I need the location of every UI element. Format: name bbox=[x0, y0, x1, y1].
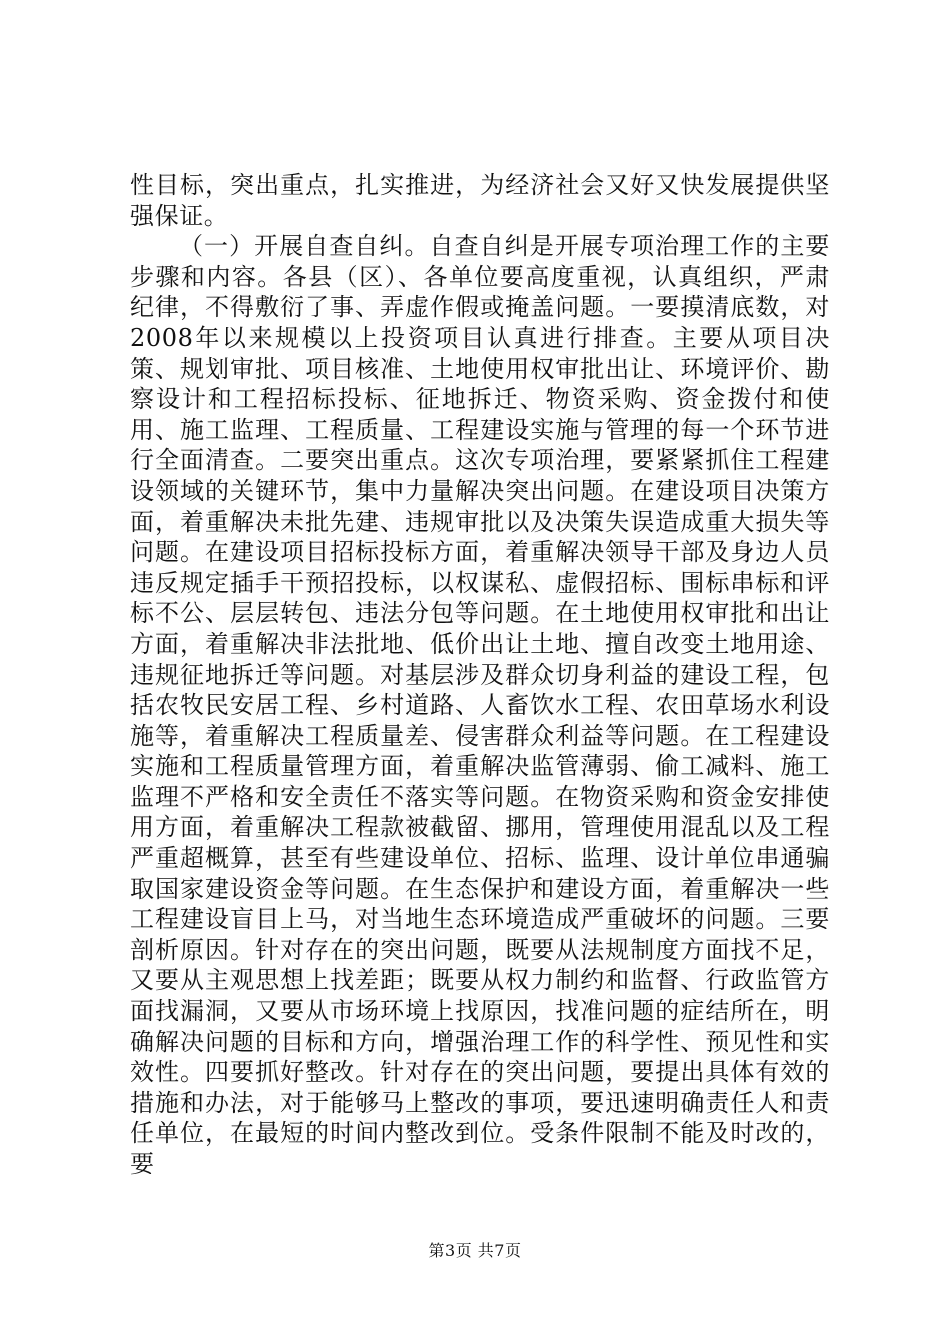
page-number-footer: 第3页 共7页 bbox=[428, 1241, 522, 1260]
paragraph-self-inspection: （一）开展自查自纠。自查自纠是开展专项治理工作的主要步骤和内容。各县（区）、各单位要高度重视，认真组织，严肃纪律，不得敷衍了事、弄虚作假或掩盖问题。一要摸清底数，对2008年以来规模以上投资项目认真进行排查。主要从项目决策、规划审批、项目核准、土地使用权审批出让、环境评价、勘察设计和工程招标投标、征地拆迁、物资采购、资金拨付和使用、施工监理、工程质量、工程建设实施与管理的每一个环节进行全面清查。二要突出重点。这次专项治理，要紧紧抓住工程建设领域的关键环节，集中力量解决突出问题。在建设项目决策方面，着重解决未批先建、违规审批以及决策失误造成重大损失等问题。在建设项目招标投标方面，着重解决领导干部及身边人员违反规定插手干预招投标，以权谋私、虚假招标、围标串标和评标不公、层层转包、违法分包等问题。在土地使用权审批和出让方面，着重解决非法批地、低价出让土地、擅自改变土地用途、违规征地拆迁等问题。对基层涉及群众切身利益的建设工程，包括农牧民安居工程、乡村道路、人畜饮水工程、农田草场水利设施等，着重解决工程质量差、侵害群众利益等问题。在工程建设实施和工程质量管理方面，着重解决监管薄弱、偷工减料、施工监理不严格和安全责任不落实等问题。在物资采购和资金安排使用方面，着重解决工程款被截留、挪用，管理使用混乱以及工程严重超概算，甚至有些建设单位、招标、监理、设计单位串通骗取国家建设资金等问题。在生态保护和建设方面，着重解决一些工程建设盲目上马，对当地生态环境造成严重破坏的问题。三要剖析原因。针对存在的突出问题，既要从法规制度方面找不足，又要从主观思想上找差距；既要从权力制约和监督、行政监管方面找漏洞，又要从市场环境上找原因，找准问题的症结所在，明确解决问题的目标和方向，增强治理工作的科学性、预见性和实效性。四要抓好整改。针对存在的突出问题，要提出具体有效的措施和办法，对于能够马上整改的事项，要迅速明确责任人和责任单位，在最短的时间内整改到位。受条件限制不能及时改的，要 bbox=[130, 232, 830, 1178]
paragraph-continuation: 性目标，突出重点，扎实推进，为经济社会又好又快发展提供坚强保证。 bbox=[130, 171, 830, 230]
document-body bbox=[130, 170, 830, 1180]
